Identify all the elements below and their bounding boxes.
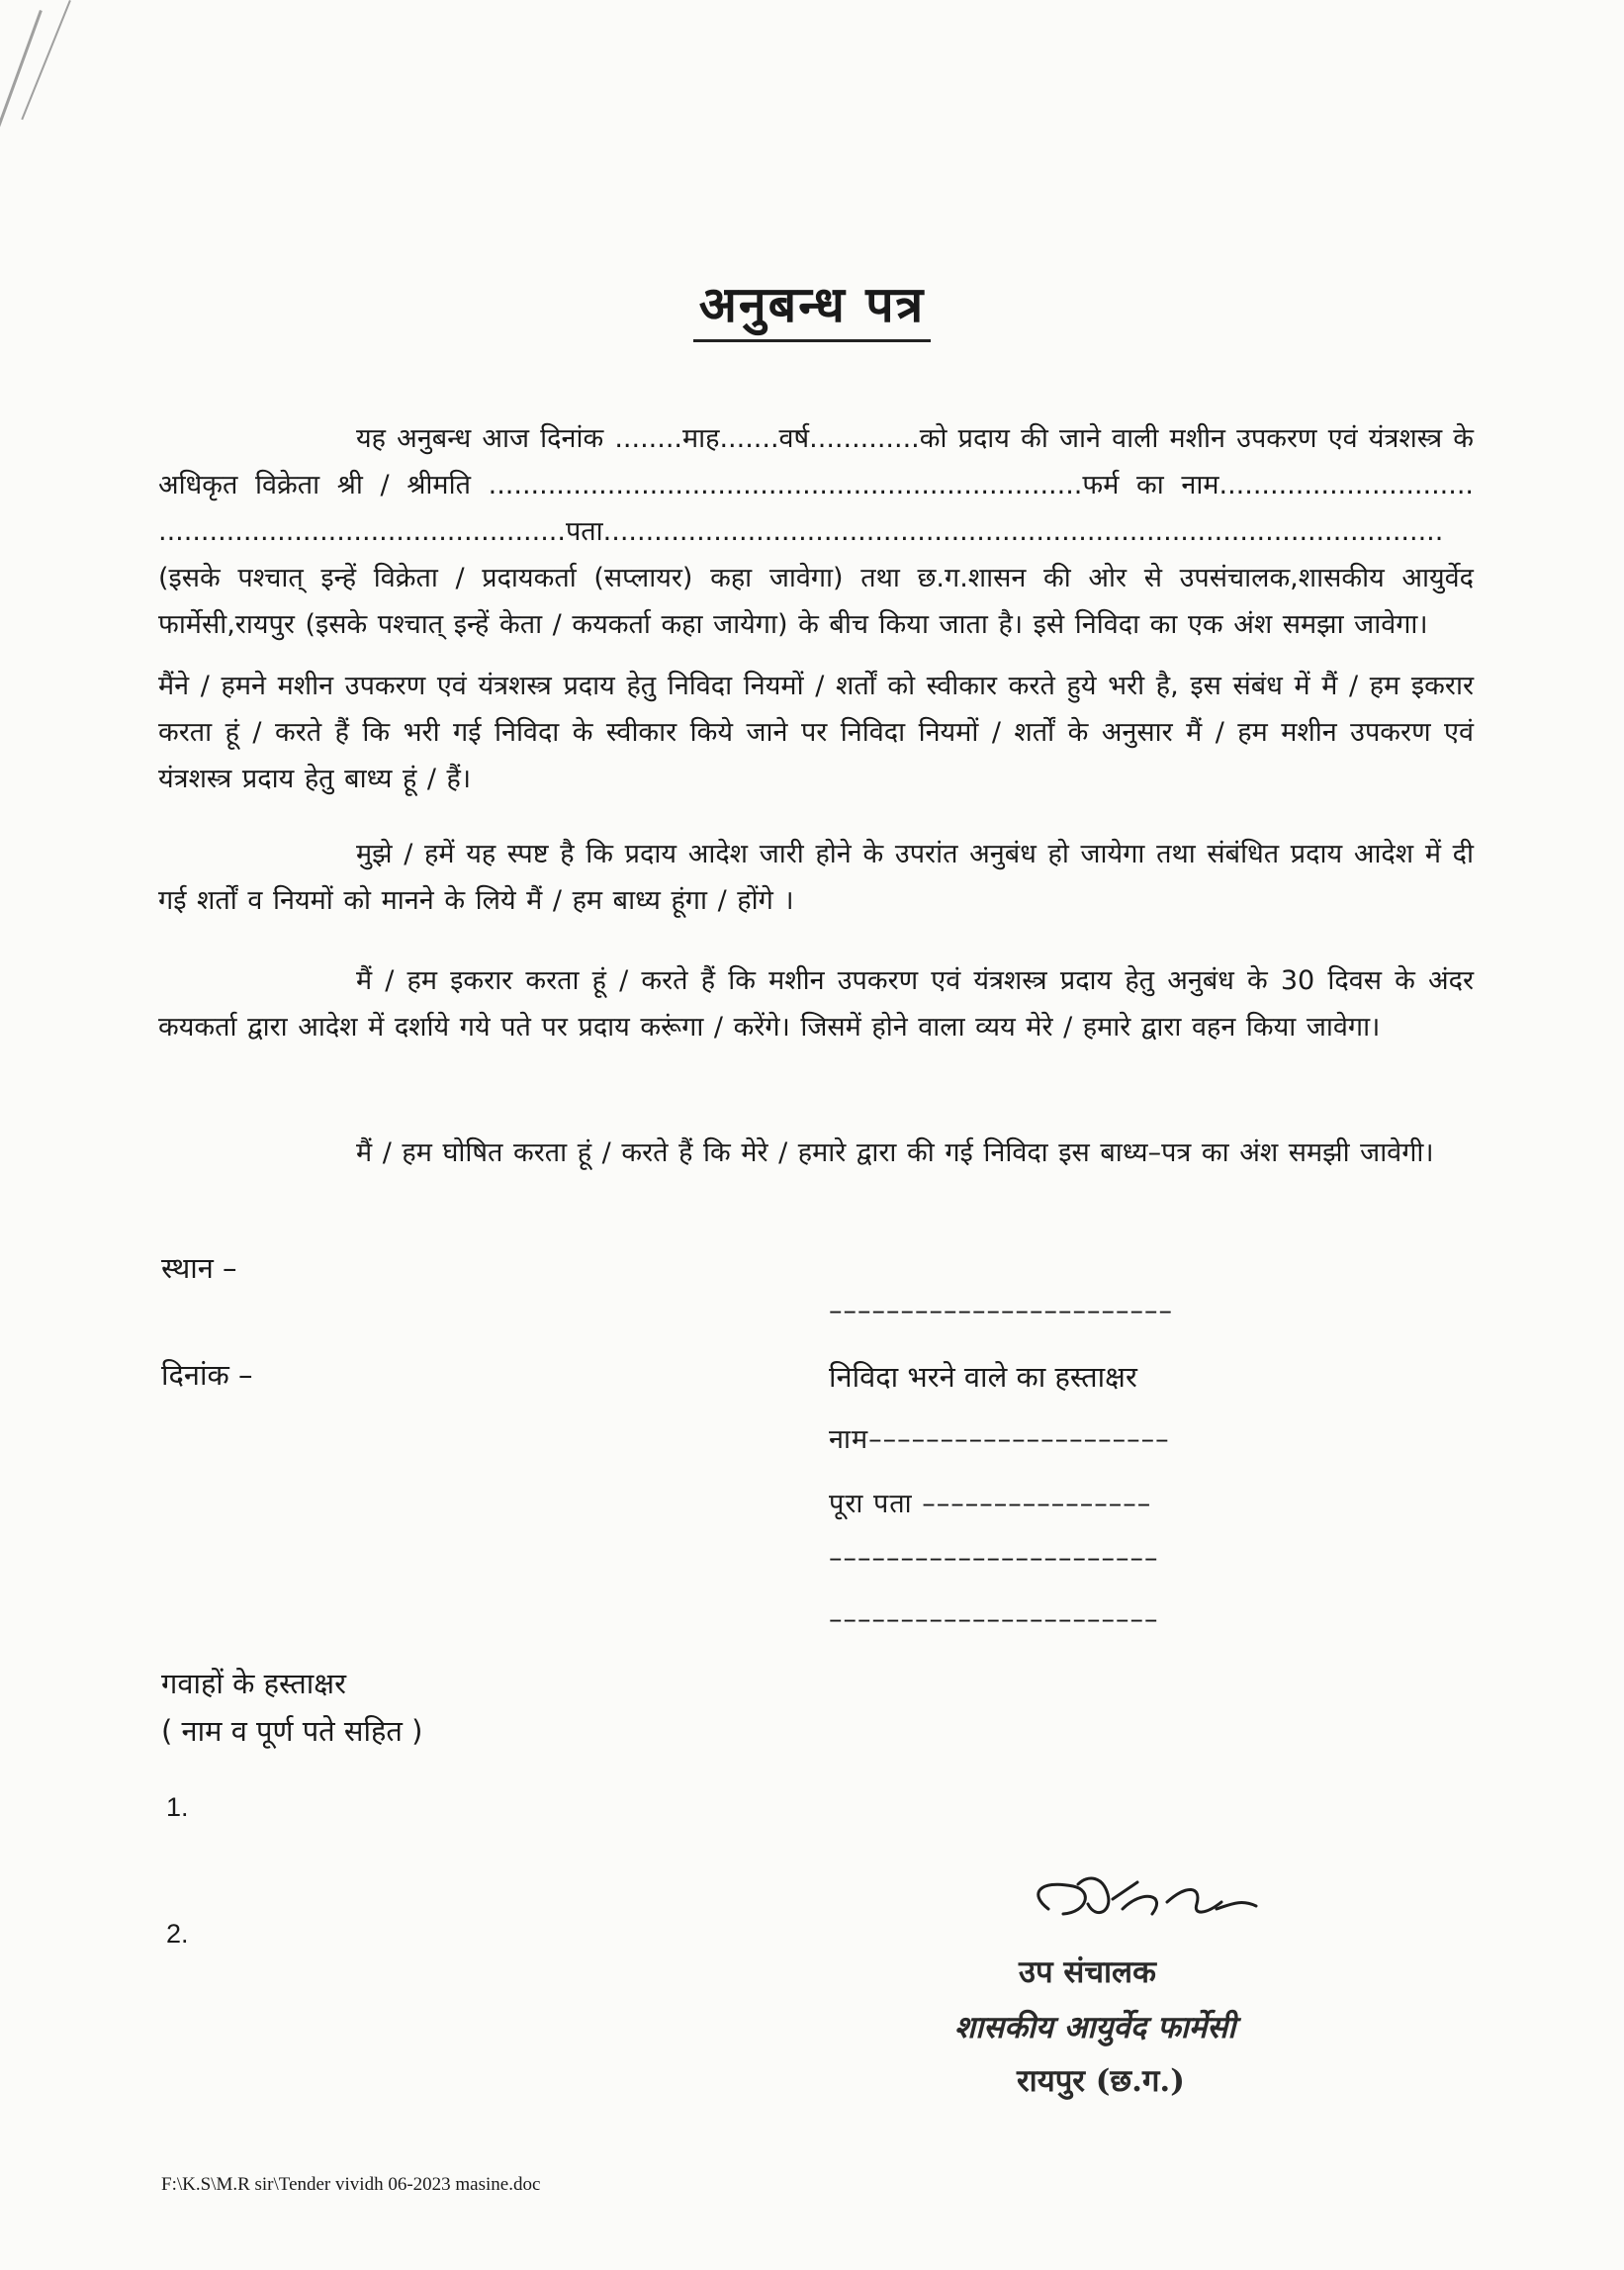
paragraph-5: मैं / हम घोषित करता हूं / करते हैं कि मेरे / हमारे द्वारा की गई निविदा इस बाध्य–पत्र का अंश समझी जावेगी।: [356, 1137, 1434, 1168]
witness-heading: गवाहों के हस्ताक्षर: [161, 1667, 346, 1700]
paragraph-2: मैंने / हमने मशीन उपकरण एवं यंत्रशस्त्र प्रदाय हेतु निविदा नियमों / शर्तों को स्वीकार करते हुये भरी है, इस संबंध में मैं / हम इकरार करता हूं / करते हैं कि भरी गई निविदा के स्वीकार किये जाने पर निविदा नियमों / शर्तों के अनुसार मैं / हम मशीन उपकरण एवं यंत्रशस्त्र प्रदाय हेतु बाध्य हूं / हैं।: [158, 671, 1474, 794]
witness-item-2: 2.: [166, 1919, 189, 1949]
scan-mark: [21, 0, 71, 120]
date-label: दिनांक –: [161, 1358, 253, 1392]
stamp-city: रायपुर (छ.ग.): [1017, 2063, 1185, 2099]
paragraph-4: मैं / हम इकरार करता हूं / करते हैं कि मशीन उपकरण एवं यंत्रशस्त्र प्रदाय हेतु अनुबंध के 30 दिवस के अंदर कयकर्ता द्वारा आदेश में दर्शाये गये पते पर प्रदाय करूंगा / करेंगे। जिसमें होने वाला व्यय मेरे / हमारे द्वारा वहन किया जावेगा।: [158, 965, 1474, 1043]
witness-item-1: 1.: [166, 1792, 189, 1822]
address-line-2: –––––––––––––––––––––––: [829, 1543, 1159, 1574]
address-line-3: –––––––––––––––––––––––: [829, 1604, 1159, 1635]
paragraph-3: मुझे / हमें यह स्पष्ट है कि प्रदाय आदेश जारी होने के उपरांत अनुबंध हो जायेगा तथा संबंधित प्रदाय आदेश में दी गई शर्तों व नियमों को मानने के लिये मैं / हम बाध्य हूंगा / होंगे ।: [158, 839, 1474, 916]
name-line: नाम–––––––––––––––––––––: [829, 1424, 1170, 1455]
paragraph-1: यह अनुबन्ध आज दिनांक ........माह.......वर्ष.............को प्रदाय की जाने वाली मशीन उपकरण एवं यंत्रशस्त्र के अधिकृत विक्रेता श्री / श्रीमति ......................................................................फर्म का नाम.............................. ................................................पता...................................................................................................(इसके पश्चात् इन्हें विक्रेता / प्रदायकर्ता (सप्लायर) कहा जावेगा) तथा छ.ग.शासन की ओर से उपसंचालक,शासकीय आयुर्वेद फार्मेसी,रायपुर (इसके पश्चात् इन्हें केता / कयकर्ता कहा जायेगा) के बीच किया जाता है। इसे निविदा का एक अंश समझा जावेगा।: [158, 423, 1474, 640]
stamp-office: शासकीय आयुर्वेद फार्मेसी: [954, 2010, 1236, 2045]
document-title: अनुबन्ध पत्र: [0, 269, 1624, 336]
footer-file-path: F:\K.S\M.R sir\Tender vividh 06-2023 masine.doc: [161, 2174, 541, 2195]
signature-line: ––––––––––––––––––––––––: [829, 1296, 1173, 1326]
stamp-title: उप संचालक: [1019, 1954, 1156, 1990]
address-line: पूरा पता ––––––––––––––––: [829, 1489, 1152, 1519]
signer-label: निविदा भरने वाले का हस्ताक्षर: [829, 1360, 1137, 1394]
handwritten-signature: [1019, 1864, 1276, 1953]
place-label: स्थान –: [161, 1251, 237, 1285]
witness-note: ( नाम व पूर्ण पते सहित ): [161, 1714, 423, 1748]
